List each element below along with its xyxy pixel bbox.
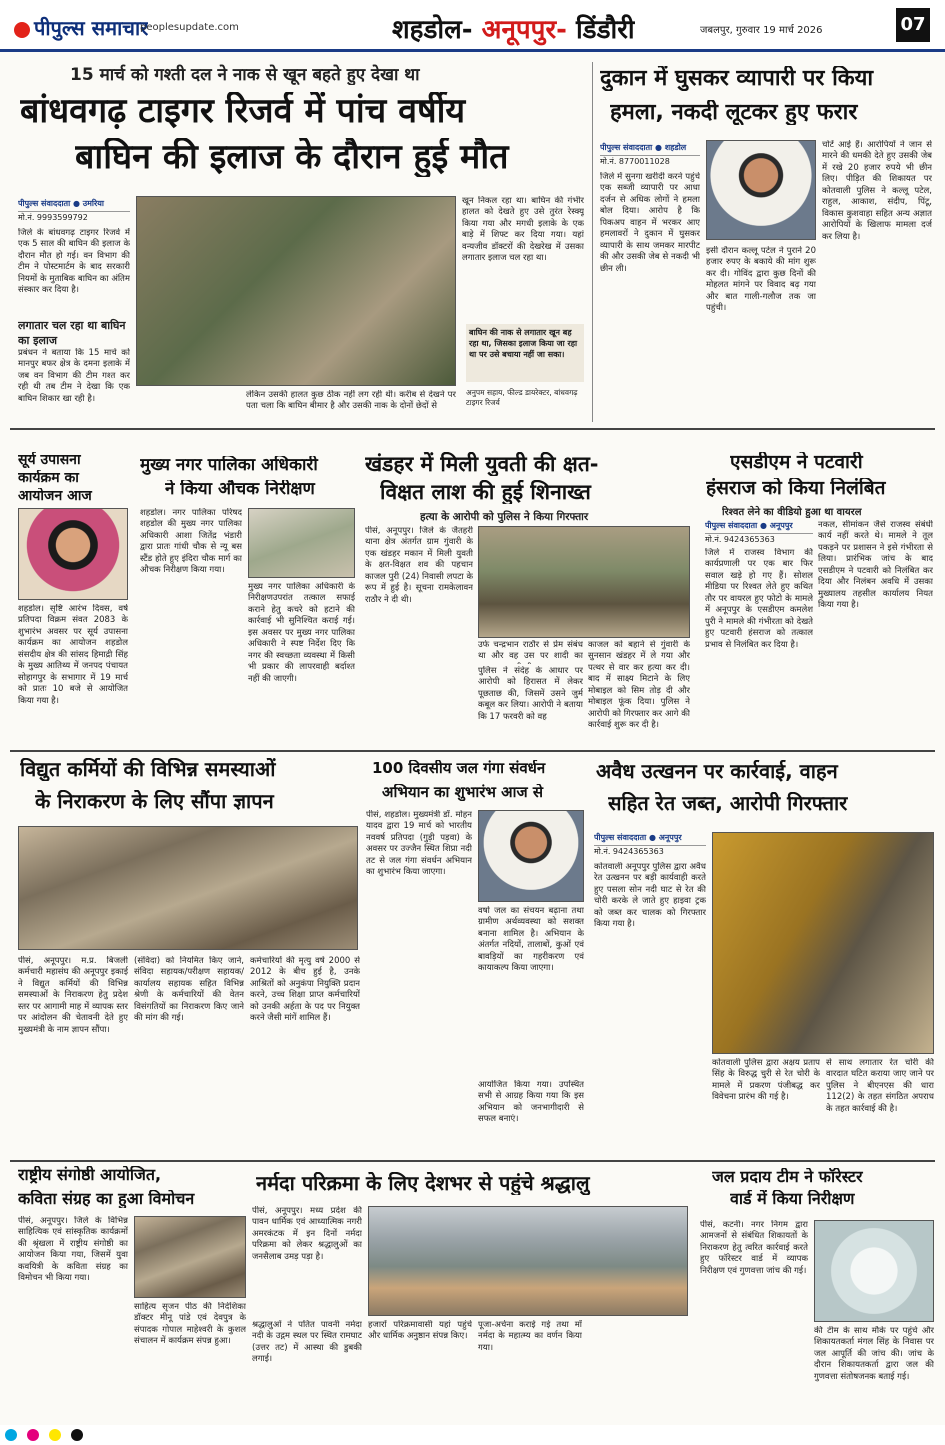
story3-headline-2: कार्यक्रम का [18,470,79,486]
row-divider [10,1160,935,1162]
masthead [0,0,945,52]
story7-headline-2: के निराकरण के लिए सौंपा ज्ञापन [35,790,274,813]
story4-body-2: मुख्य नगर पालिका अधिकारी के निरीक्षणउपरांत तत्काल सफाई कराने हेतु कचरे को हटाने की कार्रवाई भी सुनिश्चित कराई गई। इस अवसर पर मुख्य नगर पालिका अधिकारी ने स्पष्ट निर्देश दिए कि नगर की स्वच्छता व्यवस्था में किसी भी प्रकार की लापरवाही बर्दाश्त नहीं की जाएगी। [248,582,355,684]
story3-headline-3: आयोजन आज [18,488,92,504]
story11-river-photo [368,1206,688,1316]
story6-body-2: नकल, सीमांकन जैसे राजस्व संबंधी कार्य नहीं करते थे। मामले ने तूल पकड़ने पर प्रशासन ने इसे गंभीरता से लिया। प्रारंभिक जांच के बाद एसडीएम ने पटवारी को निलंबित कर दिया और निलंबन अवधि में उसका मुख्यालय तहसील कार्यालय नियत किया गया है। [818,520,933,611]
brand-icon [14,22,30,38]
story1-body: जिले के बांधवगढ़ टाइगर रिजर्व में एक 5 साल की बाघिन की इलाज के दौरान मौत हो गई। वन विभाग की टीम ने पोस्टमार्टम के बाद सरकारी नियमों के मुताबिक बाघिन का अंतिम संस्कार कर दिया है। [18,228,130,296]
story10-body: पीसं, अनूपपुर। जिले के विभिन्न साहित्यिक एवं सांस्कृतिक कार्यक्रमों की श्रृंखला में राष्ट्रीय संगोष्ठी का आयोजन किया गया, जिसमें युवा कवयित्री के कविता संग्रह का विमोचन भी किया गया। [18,1216,128,1284]
section-title [392,10,635,46]
brand-logo [14,14,148,41]
story8-headline-2: अभियान का शुभारंभ आज से [382,784,544,801]
story4-garbage-photo [248,508,355,578]
story6-kicker: रिश्वत लेने का वीडियो हुआ था वायरल [722,507,862,518]
story5-photo-caption: उर्फ चन्द्रभान राठौर से प्रेम संबंध था और वह उस पर शादी का [478,640,583,662]
dateline: जबलपुर, गुरुवार 19 मार्च 2026 [700,25,823,36]
story3-body: शहडोल। सृष्टि आरंभ दिवस, वर्ष प्रतिपदा विक्रम संवत 2083 के शुभारंभ अवसर पर सूर्य उपासना कार्यक्रम का आयोजन शहडोल संसदीय क्षेत्र की सांसद हिमाद्री सिंह के मुख्य आतिथ्य में जनपद पंचायत सोहागपुर के सभागार में 19 मार्च को प्रातः 10 बजे से आयोजित किया गया है। [18,604,128,706]
story1-photo-caption: लेकिन उसकी हालत कुछ ठीक नहीं लग रही थी। करीब से देखने पर पता चला कि बाघिन बीमार है और उसकी नाक के दोनों छेदों से [246,390,456,412]
story12-headline-2: वार्ड में किया निरीक्षण [730,1190,855,1208]
story6-mobile: मो.नं. 9424365363 [705,535,775,544]
story2-victim-photo [706,140,816,240]
row-divider [10,428,935,430]
story1-byline: पीपुल्स संवाददाता ● उमरिया [18,198,130,212]
column-divider [592,62,593,422]
story1-body-3: खून निकल रहा था। बाघिन की गंभीर हालत को देखते हुए उसे तुरंत रेस्क्यू किया गया और मगधी इलाके के एक बाड़े में शिफ्ट कर दिया गया। यहां वन्यजीव डॉक्टरों की देखरेख में उसका लगातार इलाज चल रहा था। [462,196,584,264]
story11-headline: नर्मदा परिक्रमा के लिए देशभर से पहुंचे श्रद्धालु [256,1172,590,1195]
story7-body-2: (संविदा) को नियमित किए जाने, संविदा सहायक/परीक्षण सहायक/कार्यालय सहायक सहित विभिन्न श्रेणी के कर्मचारियों की वेतन विसंगतियों का निराकरण किए जाने की मांग की गई। [134,956,244,1024]
story12-headline-1: जल प्रदाय टीम ने फॉरेस्टर [712,1168,863,1186]
story5-police-photo [478,526,690,638]
story7-protest-photo [18,826,358,950]
story7-headline-1: विद्युत कर्मियों की विभिन्न समस्याओं [20,758,276,781]
story9-body: कोतवाली अनूपपुर पुलिस द्वारा अवैध रेत उत्खनन पर बड़ी कार्यवाही करते हुए पसला सोन नदी घाट से रेत की चोरी करके ले जाते हुए हाइवा ट्रक को जब्त कर चालक को गिरफ्तार किया गया है। [594,862,706,930]
story5-headline-1: खंडहर में मिली युवती की क्षत- [365,452,599,476]
story8-body-2: वर्षा जल का संचयन बढ़ाना तथा ग्रामीण अर्थव्यवस्था को सशक्त बनाना शामिल है। अभियान के अंतर्गत नदियों, तालाबों, कुओं एवं बावड़ियों का गहरीकरण एवं कायाकल्प किया जाएगा। [478,906,584,974]
story1-mobile: मो.नं. 9993599792 [18,213,88,222]
story9-truck-photo [712,832,934,1054]
print-registration-bar [0,1425,945,1445]
page-number: 07 [896,8,930,42]
story10-headline-1: राष्ट्रीय संगोष्ठी आयोजित, [18,1166,162,1184]
story4-headline-1: मुख्य नगर पालिका अधिकारी [140,456,318,475]
story5-body: पीसं, अनूपपुर। जिले के जैतहरी थाना क्षेत्र अंतर्गत ग्राम गुंवारी के एक खंडहर मकान में मिली युवती के क्षत-विक्षत शव की पहचान काजल पुरी (24) निवासी लपटा के रूप में हुई है। सूचना रामकेलावन राठौर ने दी थी। [365,526,473,605]
story3-headline-1: सूर्य उपासना [18,452,81,468]
story5-headline-2: विक्षत लाश की हुई शिनाख्त [380,480,591,504]
section-b: अनूपपुर- [481,15,567,45]
story5-body-2: पुलिस ने संदेह के आधार पर आरोपी को हिरासत में लेकर पूछताछ की, जिसमें उसने जुर्म कबूल कर लिया। आरोपी ने बताया कि 17 फरवरी को वह [478,666,583,722]
story1-quote-by: अनुपम सहाय, फील्ड डायरेक्टर, बांधवगढ़ टाइगर रिजर्व [466,388,578,407]
black-mark [71,1429,83,1441]
story11-body-2: श्रद्धालुओं ने पतित पावनी नर्मदा नदी के उद्गम स्थल पर स्थित रामघाट (उत्तर तट) में आस्था की डुबकी लगाई। [252,1320,362,1365]
story10-body-2: साहित्य सृजन पीठ की निदेशिका डॉक्टर मीनू पांडे एवं देवपुत्र के संपादक गोपाल माहेश्वरी के कुशल संचालन में कार्यक्रम संपन्न हुआ। [134,1302,246,1347]
story11-body-3: हजारों परिक्रमावासी यहां पहुंचे और धार्मिक अनुष्ठान संपन्न किए। [368,1320,472,1342]
story10-headline-2: कविता संग्रह का हुआ विमोचन [18,1190,195,1208]
cyan-mark [5,1429,17,1441]
section-c: डिंडौरी [575,15,635,45]
story9-headline-1: अवैध उत्खनन पर कार्रवाई, वाहन [596,760,838,783]
story1-headline-1: बांधवगढ़ टाइगर रिजर्व में पांच वर्षीय [20,92,466,131]
story7-body-3: कर्मचारियों की मृत्यु वर्ष 2000 से 2012 के बीच हुई है, उनके आश्रितों को अनुकंपा नियुक्ति प्रदान करने, उच्च शिक्षा प्राप्त कर्मचारियों को उनकी अर्हता के पद पर नियुक्त करने जैसी मांगें शामिल हैं। [250,956,360,1024]
story2-body: जिले में सुनगा खरीदी करने पहुंचे एक सब्जी व्यापारी पर आधा दर्जन से अधिक लोगों ने हमला बोल दिया। आरोप है कि पिकअप वाहन में भरकर आए हमलावरों ने दुकान में घुसकर व्यापारी के साथ जमकर मारपीट की और उसकी जेब से नकदी भी छीन ली। [600,172,700,274]
story6-body: जिले में राजस्व विभाग की कार्यप्रणाली पर एक बार फिर सवाल खड़े हो गए हैं। सोशल मीडिया पर रिश्वत लेते हुए कथित तौर पर वायरल हुए फोटो के मामले में अनूपपुर के एसडीएम कमलेश पुरी ने मामले की गंभीरता को देखते हुए पटवारी हंसराज को तत्काल प्रभाव से निलंबित कर दिया है। [705,548,813,650]
story12-body-2: की टीम के साथ मौके पर पहुंचे और शिकायतकर्ता मंगल सिंह के निवास पर जल आपूर्ति की जांच की। जांच के दौरान शिकायतकर्ता द्वारा जल की गुणवत्ता संतोषजनक बताई गई। [814,1326,934,1382]
section-a: शहडोल- [392,15,473,45]
website-url: peoplesupdate.com [140,22,239,33]
story3-portrait-photo [18,508,128,600]
story1-quote: बाघिन की नाक से लगातार खून बह रहा था, जिसका इलाज किया जा रहा था पर उसे बचाया नहीं जा सका। [466,324,584,382]
story1-kicker: 15 मार्च को गश्ती दल ने नाक से खून बहते हुए देखा था [70,65,420,85]
story8-headline-1: 100 दिवसीय जल गंगा संवर्धन [372,760,546,777]
magenta-mark [27,1429,39,1441]
story2-body-3: चोटें आई हैं। आरोपियों ने जान से मारने की धमकी देते हुए उसकी जेब में रखे 20 हजार रुपये भी छीन लिए। पीड़ित की शिकायत पर कोतवाली पुलिस ने कल्लू पटेल, राहुल, आकाश, संदीप, पिंटू, विकास कुशवाहा सहित अन्य अज्ञात आरोपियों के खिलाफ मामला दर्ज कर लिया है। [822,140,932,242]
story7-body: पीसं, अनूपपुर। म.प्र. बिजली कर्मचारी महासंघ की अनूपपुर इकाई ने विद्युत कर्मियों की विभिन्न समस्याओं के निराकरण हेतु प्रदेश स्तर पर आगामी माह में व्यापक स्तर पर आंदोलन की चेतावनी देते हुए मुख्यमंत्री के नाम ज्ञापन सौंपा। [18,956,128,1035]
story4-body: शहडोल। नगर पालिका परिषद शहडोल की मुख्य नगर पालिका अधिकारी आशा जितेंद्र भंडारी द्वारा प्रातः गांधी चौक से न्यू बस स्टैंड होते हुए इंदिरा चौक मार्ग का औचक निरीक्षण किया गया। [140,508,242,576]
story8-body: पीसं, शहडोल। मुख्यमंत्री डॉ. मोहन यादव द्वारा 19 मार्च को भारतीय नववर्ष प्रतिपदा (गुड़ी पड़वा) के अवसर पर उज्जैन स्थित शिप्रा नदी तट से जल गंगा संवर्धन अभियान का शुभारंभ किया जाएगा। [366,810,472,878]
yellow-mark [49,1429,61,1441]
story2-headline-2: हमला, नकदी लूटकर हुए फरार [610,100,858,125]
story5-kicker: हत्या के आरोपी को पुलिस ने किया गिरफ्तार [420,511,589,523]
story1-subhead: लगातार चल रहा था बाघिन का इलाज [18,319,126,347]
row-divider [10,750,935,752]
story9-byline: पीपुल्स संवाददाता ● अनूपपुर [594,832,706,846]
story8-body-3: आयोजित किया गया। उपस्थित सभी से आग्रह किया गया कि इस अभियान को जनभागीदारी से सफल बनाएं। [478,1080,584,1125]
story9-photo-caption: कोतवाली पुलिस द्वारा अक्षय प्रताप सिंह के विरुद्ध चुरी से रेत चोरी के मामले में प्रकरण पंजीबद्ध कर विवेचना प्रारंभ की गई है। [712,1058,820,1103]
story2-mobile: मो.नं. 8770011028 [600,157,670,166]
story5-body-3: काजल को बहाने से गुंवारी के सुनसान खंडहर में ले गया और पत्थर से वार कर हत्या कर दी। बाद में साक्ष्य मिटाने के लिए मोबाइल को सिम तोड़ दी और मोबाइल फूंक दिया। पुलिस ने आरोपी को गिरफ्तार कर आगे की कार्रवाई शुरू कर दी है। [588,640,690,731]
story9-headline-2: सहित रेत जब्त, आरोपी गिरफ्तार [608,792,848,815]
story12-water-photo [814,1220,934,1322]
story9-body-2: से साथ लगातार रेत चोरी की वारदात घटित कराया जाए जाने पर पुलिस ने बीएनएस की धारा 112(2) के तहत संगठित अपराध के तहत कार्रवाई की है। [826,1058,934,1114]
story6-byline: पीपुल्स संवाददाता ● अनूपपुर [705,520,813,534]
story2-byline: पीपुल्स संवाददाता ● शहडोल [600,142,700,156]
brand-name: पीपुल्स समाचार [34,16,149,40]
story9-mobile: मो.नं. 9424365363 [594,847,664,856]
story6-headline-2: हंसराज को किया निलंबित [706,478,886,499]
story1-headline-2: बाघिन की इलाज के दौरान हुई मौत [75,138,509,177]
story10-event-photo [134,1216,246,1298]
story1-tiger-photo [136,196,456,386]
story2-headline-1: दुकान में घुसकर व्यापारी पर किया [600,66,874,91]
story1-body-2: प्रबंधन ने बताया कि 15 मार्च को मानपुर बफर क्षेत्र के दमना इलाके में जब वन विभाग की टीम गश्त कर रही थी तब टीम ने देखा कि एक बाघिन शिकार खा रही है। [18,348,130,404]
story11-body-4: पूजा-अर्चना कराई गई तथा माँ नर्मदा के महात्म्य का वर्णन किया गया। [478,1320,582,1353]
story6-headline-1: एसडीएम ने पटवारी [730,452,863,473]
story8-official-photo [478,810,584,902]
story12-body: पीसं, कटनी। नगर निगम द्वारा आमजनों से संबंधित शिकायतों के निराकरण हेतु त्वरित कार्रवाई करते हुए फॉरेस्टर वार्ड में व्यापक निरीक्षण एवं गुणवत्ता जांच की गई। [700,1220,808,1276]
story2-body-2: इसी दौरान कल्लू पटेल ने पुराने 20 हजार रुपए के बकाये की मांग शुरू कर दी। गोविंद द्वारा कुछ दिनों की मोहलत मांगने पर विवाद बढ़ गया और बात गाली-गलौज तक जा पहुंची। [706,246,816,314]
story11-body: पीसं, अनूपपुर। मध्य प्रदेश की पावन धार्मिक एवं आध्यात्मिक नगरी अमरकंटक में इन दिनों नर्मदा परिक्रमा को लेकर श्रद्धालुओं का जनसैलाब उमड़ पड़ा है। [252,1206,362,1262]
story4-headline-2: ने किया औचक निरीक्षण [165,480,315,499]
